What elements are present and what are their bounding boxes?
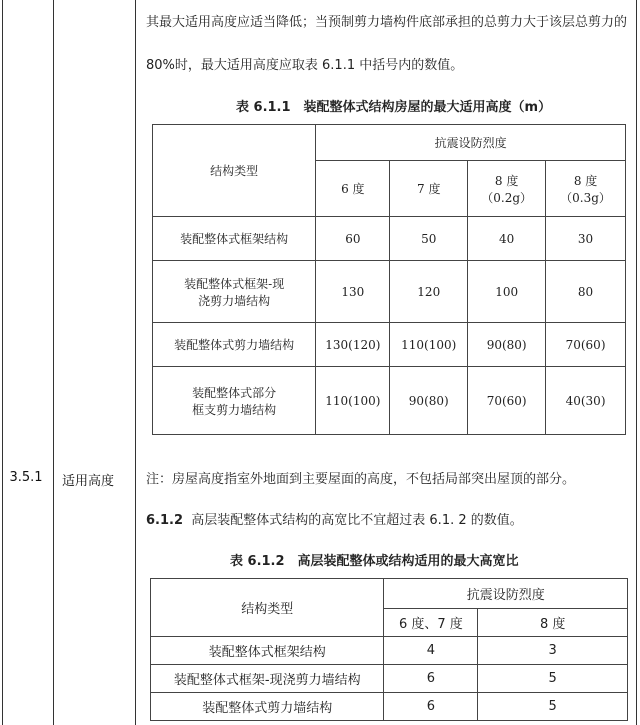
table1-header-group: 抗震设防烈度	[316, 125, 626, 161]
left-border	[2, 0, 3, 725]
table-row: 装配整体式框架结构 4 3	[151, 637, 628, 665]
table-row: 装配整体式框架-现浇剪力墙结构 6 5	[151, 665, 628, 693]
table1-note: 注：房屋高度指室外地面到主要屋面的高度，不包括局部突出屋顶的部分。	[146, 472, 576, 487]
table2-header-group: 抗震设防烈度	[384, 579, 628, 609]
table-row: 装配整体式剪力墙结构 6 5	[151, 693, 628, 721]
table1-header-type: 结构类型	[153, 125, 316, 217]
table1-caption: 表 6.1.1 装配整体式结构房屋的最大适用高度（m）	[236, 100, 552, 115]
clause-6-1-2: 6.1.2 高层装配整体式结构的高宽比不宜超过表 6.1. 2 的数值。	[146, 513, 523, 528]
clause-item: 适用高度	[62, 474, 115, 489]
table2-header-type: 结构类型	[151, 579, 384, 637]
table2-col-1: 6 度、7 度	[384, 609, 478, 637]
table-row: 装配整体式框架-现 浇剪力墙结构 130 120 100 80	[153, 261, 626, 323]
table-row: 装配整体式部分 框支剪力墙结构 110(100) 90(80) 70(60) 40(30)	[153, 367, 626, 435]
table2-aspect-ratio	[150, 578, 628, 721]
column-divider-2	[135, 0, 136, 725]
right-border	[636, 0, 637, 725]
table2-caption: 表 6.1.2 高层装配整体或结构适用的最大高宽比	[230, 554, 519, 569]
table1-max-height	[152, 124, 626, 435]
clause-number: 3.5.1	[9, 470, 43, 485]
intro-line-1: 其最大适用高度应适当降低；当预制剪力墙构件底部承担的总剪力大于该层总剪力的	[146, 15, 628, 30]
table1-col-1: 6 度	[316, 161, 390, 217]
table-row: 装配整体式剪力墙结构 130(120) 110(100) 90(80) 70(60)	[153, 323, 626, 367]
column-divider-1	[53, 0, 54, 725]
table2-col-2: 8 度	[478, 609, 628, 637]
table1-col-4: 8 度 （0.3g）	[546, 161, 626, 217]
table1-col-2: 7 度	[390, 161, 468, 217]
table-row: 装配整体式框架结构 60 50 40 30	[153, 217, 626, 261]
table1-col-3: 8 度 （0.2g）	[468, 161, 546, 217]
intro-line-2: 80%时，最大适用高度应取表 6.1.1 中括号内的数值。	[146, 58, 464, 73]
